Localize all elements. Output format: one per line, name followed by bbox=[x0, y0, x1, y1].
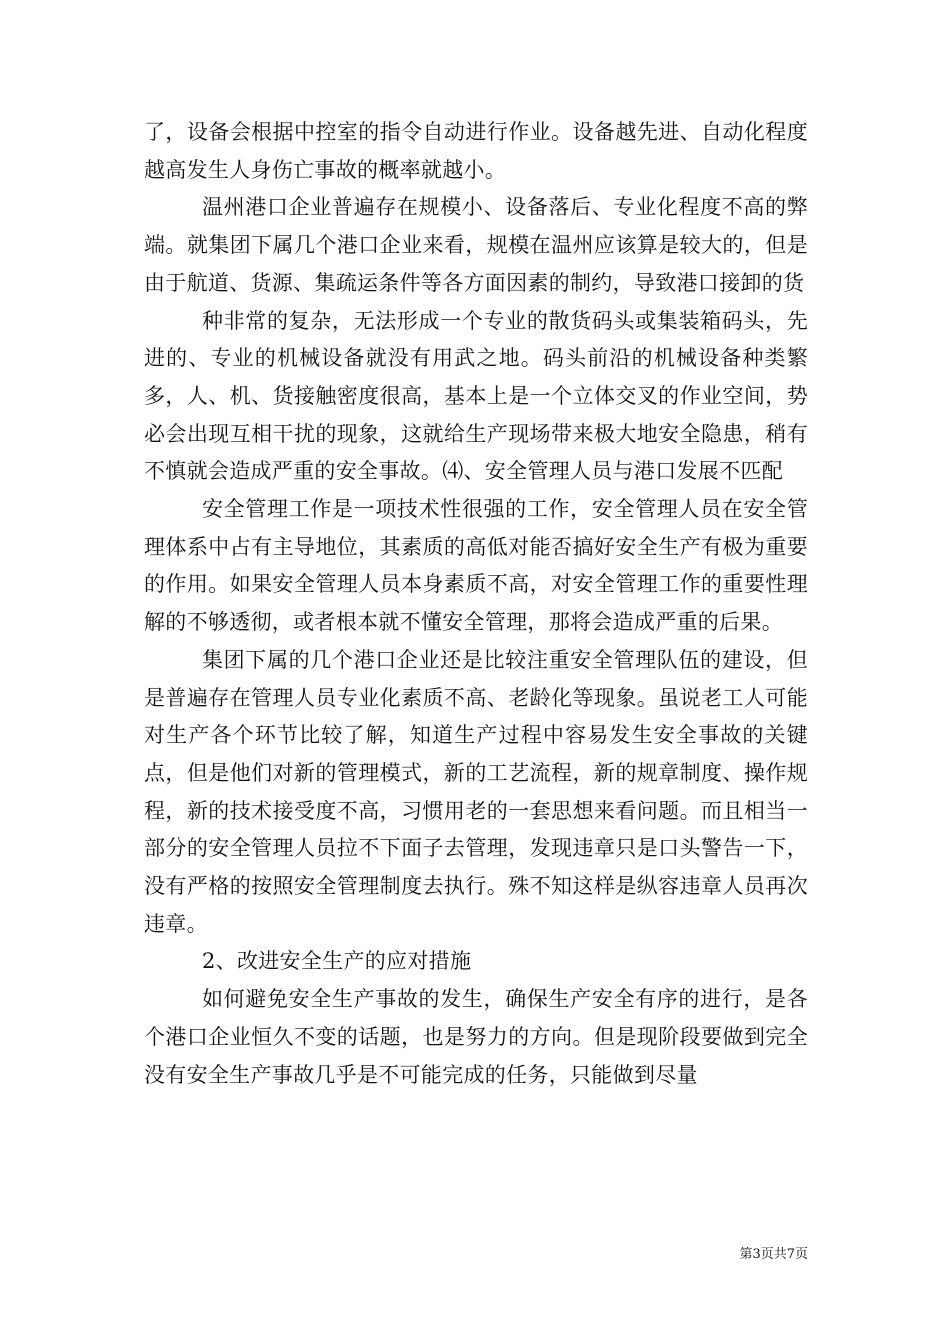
document-body bbox=[144, 114, 808, 1094]
section-heading: 2、改进安全生产的应对措施 bbox=[202, 949, 472, 974]
page-number-footer: 第3页共7页 bbox=[739, 1247, 808, 1262]
paragraph-2: 温州港口企业普遍存在规模小、设备落后、专业化程度不高的弊端。就集团下属几个港口企业来看，规模在温州应该算是较大的，但是由于航道、货源、集疏运条件等各方面因素的制约，导致港口接卸的货 bbox=[144, 195, 808, 295]
paragraph-4: 安全管理工作是一项技术性很强的工作，安全管理人员在安全管理体系中占有主导地位，其素质的高低对能否搞好安全生产有极为重要的作用。如果安全管理人员本身素质不高，对安全管理工作的重要性理解的不够透彻，或者根本就不懂安全管理，那将会造成严重的后果。 bbox=[144, 497, 808, 635]
paragraph-5: 集团下属的几个港口企业还是比较注重安全管理队伍的建设，但是普遍存在管理人员专业化素质不高、老龄化等现象。虽说老工人可能对生产各个环节比较了解，知道生产过程中容易发生安全事故的关键点，但是他们对新的管理模式，新的工艺流程，新的规章制度、操作规程，新的技术接受度不高，习惯用老的一套思想来看问题。而且相当一部分的安全管理人员拉不下面子去管理，发现违章只是口头警告一下，没有严格的按照安全管理制度去执行。殊不知这样是纵容违章人员再次违章。 bbox=[144, 647, 808, 936]
paragraph-3: 种非常的复杂，无法形成一个专业的散货码头或集装箱码头，先进的、专业的机械设备就没有用武之地。码头前沿的机械设备种类繁多，人、机、货接触密度很高，基本上是一个立体交叉的作业空间，势必会出现互相干扰的现象，这就给生产现场带来极大地安全隐患，稍有不慎就会造成严重的安全事故。⑷、安全管理人员与港口发展不匹配 bbox=[144, 308, 808, 484]
paragraph-6: 如何避免安全生产事故的发生，确保生产安全有序的进行，是各个港口企业恒久不变的话题，也是努力的方向。但是现阶段要做到完全没有安全生产事故几乎是不可能完成的任务，只能做到尽量 bbox=[144, 987, 808, 1087]
paragraph-1: 了，设备会根据中控室的指令自动进行作业。设备越先进、自动化程度越高发生人身伤亡事故的概率就越小。 bbox=[144, 120, 808, 182]
